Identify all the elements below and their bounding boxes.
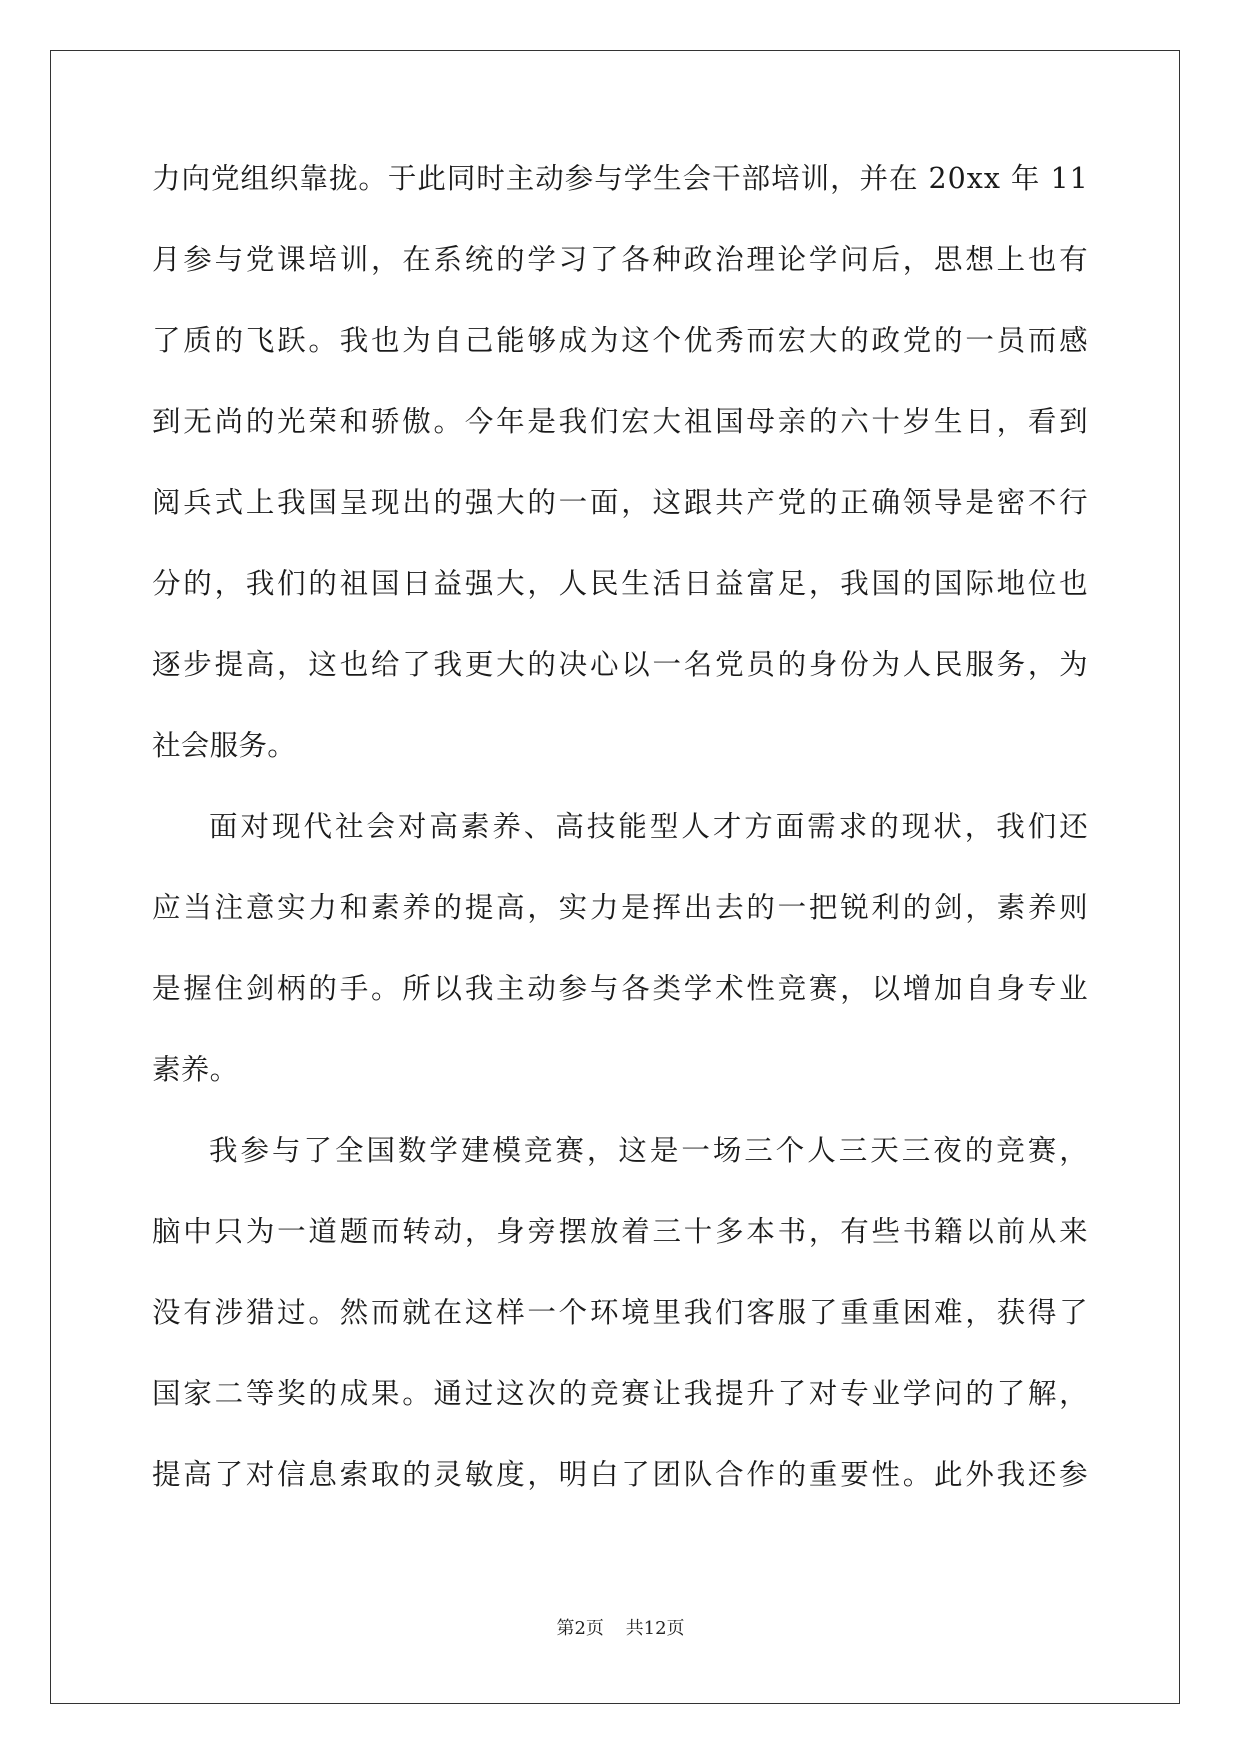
text-line: 到无尚的光荣和骄傲。今年是我们宏大祖国母亲的六十岁生日，看到 xyxy=(152,405,1091,438)
page-total: 共12页 xyxy=(625,1618,685,1639)
page-number: 第2页 xyxy=(556,1618,604,1639)
text-line: 脑中只为一道题而转动，身旁摆放着三十多本书，有些书籍以前从来 xyxy=(152,1215,1091,1248)
text-line: 应当注意实力和素养的提高，实力是挥出去的一把锐利的剑，素养则 xyxy=(152,891,1091,924)
text-line: 没有涉猎过。然而就在这样一个环境里我们客服了重重困难，获得了 xyxy=(152,1296,1091,1329)
text-line: 素养。 xyxy=(152,1053,239,1086)
text-line: 提高了对信息索取的灵敏度，明白了团队合作的重要性。此外我还参 xyxy=(152,1458,1091,1491)
text-line: 分的，我们的祖国日益强大，人民生活日益富足，我国的国际地位也 xyxy=(152,567,1091,600)
text-line: 力向党组织靠拢。于此同时主动参与学生会干部培训，并在 20xx 年 11 xyxy=(152,162,1089,195)
page-footer xyxy=(0,1614,1241,1640)
text-line: 面对现代社会对高素养、高技能型人才方面需求的现状，我们还 xyxy=(209,810,1091,843)
document-body xyxy=(152,162,1091,1539)
text-line: 社会服务。 xyxy=(152,729,297,762)
text-line: 是握住剑柄的手。所以我主动参与各类学术性竞赛，以增加自身专业 xyxy=(152,972,1091,1005)
text-line: 我参与了全国数学建模竞赛，这是一场三个人三天三夜的竞赛， xyxy=(209,1134,1091,1167)
text-line: 国家二等奖的成果。通过这次的竞赛让我提升了对专业学问的了解， xyxy=(152,1377,1091,1410)
text-line: 了质的飞跃。我也为自己能够成为这个优秀而宏大的政党的一员而感 xyxy=(152,324,1091,357)
text-line: 阅兵式上我国呈现出的强大的一面，这跟共产党的正确领导是密不行 xyxy=(152,486,1091,519)
text-line: 逐步提高，这也给了我更大的决心以一名党员的身份为人民服务，为 xyxy=(152,648,1091,681)
text-line: 月参与党课培训，在系统的学习了各种政治理论学问后，思想上也有 xyxy=(152,243,1091,276)
